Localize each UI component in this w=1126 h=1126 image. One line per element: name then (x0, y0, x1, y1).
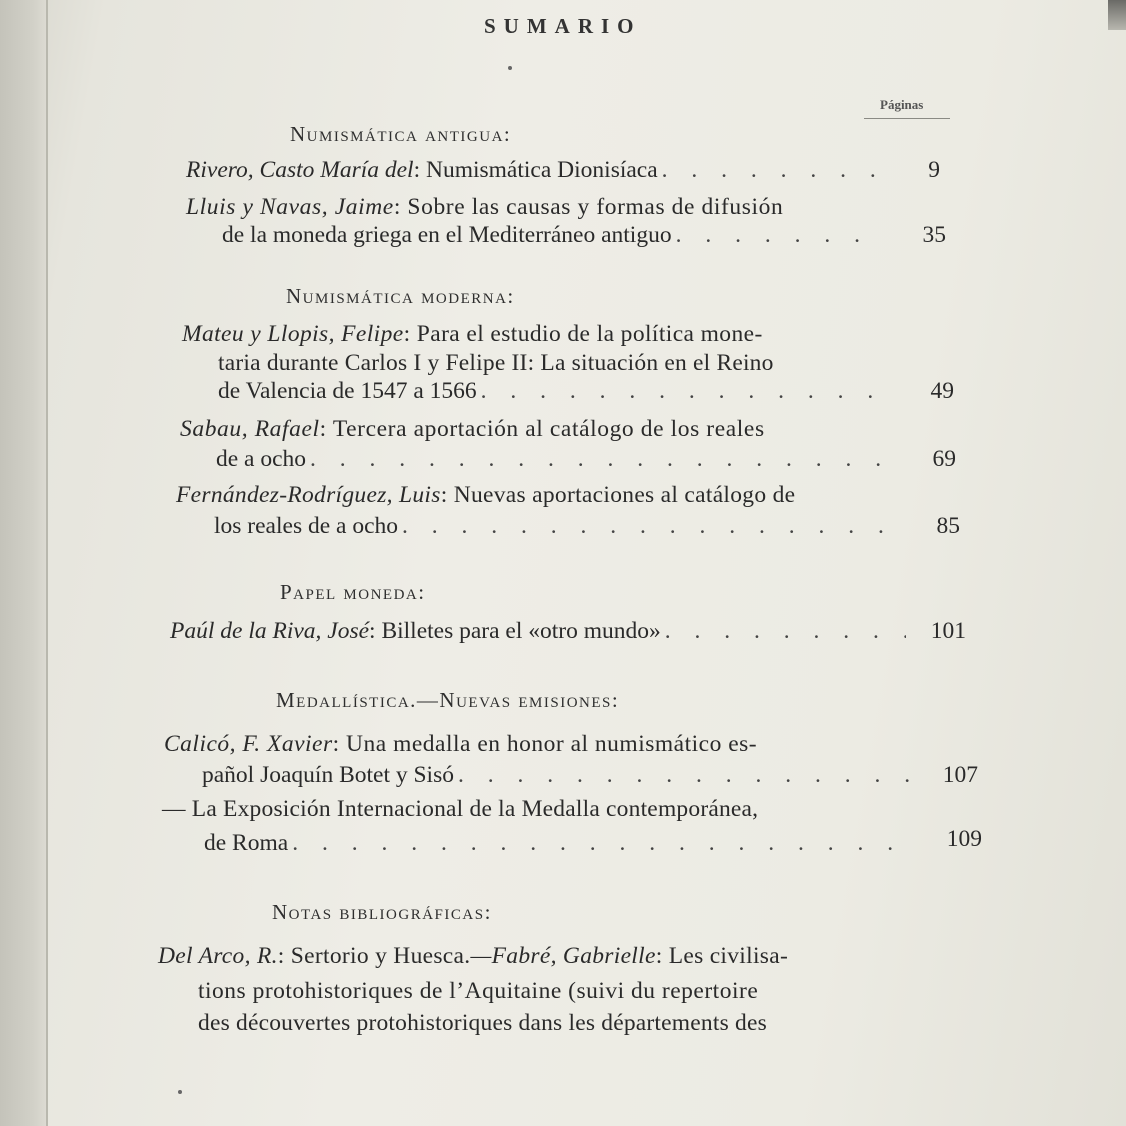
corner-shadow (1108, 0, 1126, 30)
entry-title: pañol Joaquín Botet y Sisó (202, 762, 454, 788)
entry-author: Sabau, Rafael (180, 416, 320, 442)
entry-title: : Sertorio y Huesca. (277, 943, 471, 969)
section-heading: Numismática antigua: (290, 122, 512, 146)
section-heading: Medallística.—Nuevas emisiones: (276, 688, 620, 712)
entry-page-number: 49 (930, 378, 954, 404)
paginas-label: Páginas (880, 97, 924, 112)
entry-author: Rivero, Casto María del (186, 157, 414, 183)
entry-page-number: 107 (942, 762, 978, 788)
toc-entry-continuation: taria durante Carlos I y Felipe II: La situación en el Reino (218, 350, 774, 376)
toc-entry-continuation (202, 762, 914, 789)
entry-title: : Numismática Dionisíaca (413, 157, 658, 183)
toc-entry (180, 416, 765, 443)
entry-author: Del Arco, R. (158, 943, 278, 969)
entry-title: : Para el estudio de la política mone- (403, 321, 763, 347)
toc-entry (158, 943, 788, 970)
toc-entry-continuation (222, 222, 886, 249)
page-edge (46, 0, 48, 1126)
entry-title: : Les civilisa- (655, 943, 789, 969)
entry-title: : Billetes para el «otro mundo» (369, 618, 661, 644)
entry-title: La Exposición Internacional de la Medalla contemporánea, (191, 796, 759, 822)
toc-entry (186, 194, 783, 221)
section-heading: Notas bibliográficas: (272, 900, 492, 924)
entry-page-number: 101 (930, 618, 966, 644)
leader-dots (676, 222, 882, 249)
leader-dots (310, 446, 888, 473)
entry-title: de la moneda griega en el Mediterráneo antiguo (222, 222, 672, 248)
leader-dots (662, 157, 882, 184)
toc-entry (162, 796, 758, 823)
toc-entry-continuation (204, 830, 916, 857)
entry-title: : Sobre las causas y formas de difusión (393, 194, 784, 220)
toc-entry-continuation: des découvertes protohistoriques dans les départements des (198, 1010, 767, 1036)
entry-page-number: 109 (946, 826, 982, 852)
entry-author: Mateu y Llopis, Felipe (182, 321, 404, 347)
entry-dash: — (162, 796, 186, 822)
entry-page-number: 35 (922, 222, 946, 248)
entry-title: : Tercera aportación al catálogo de los reales (319, 416, 765, 442)
entry-title: de Valencia de 1547 a 1566 (218, 378, 477, 404)
entry-page-number: 85 (936, 513, 960, 539)
toc-entry-continuation (214, 513, 896, 540)
entry-title: de a ocho (216, 446, 307, 472)
paginas-rule (864, 118, 950, 119)
entry-author: Calicó, F. Xavier (164, 731, 333, 757)
ink-speck (178, 1090, 182, 1094)
toc-entry (170, 618, 910, 645)
toc-entry-continuation (216, 446, 892, 473)
entry-author: Fernández-Rodríguez, Luis (176, 482, 441, 508)
toc-entry (182, 321, 763, 348)
leader-dots (292, 830, 912, 857)
page-title: SUMARIO (484, 14, 642, 38)
section-heading: Papel moneda: (280, 580, 426, 604)
ink-speck (508, 66, 512, 70)
entry-page-number: 9 (928, 157, 940, 183)
section-heading: Numismática moderna: (286, 284, 515, 308)
leader-dots (665, 618, 906, 645)
book-spine-shadow (0, 0, 48, 1126)
entry-title: de Roma (204, 830, 289, 856)
toc-entry (164, 731, 757, 758)
toc-entry (186, 157, 886, 184)
toc-entry (176, 482, 795, 509)
entry-author: —Fabré, Gabrielle (470, 943, 656, 969)
entry-title: : Una medalla en honor al numismático es- (332, 731, 758, 757)
entry-title: los reales de a ocho (214, 513, 399, 539)
leader-dots (458, 762, 910, 789)
entry-author: Paúl de la Riva, José (170, 618, 370, 644)
toc-entry-continuation: tions protohistoriques de l’Aquitaine (suivi du repertoire (198, 978, 759, 1004)
leader-dots (402, 513, 892, 540)
entry-page-number: 69 (932, 446, 956, 472)
entry-title: : Nuevas aportaciones al catálogo de (440, 482, 796, 508)
toc-entry-continuation (218, 378, 888, 405)
entry-author: Lluis y Navas, Jaime (186, 194, 394, 220)
leader-dots (481, 378, 884, 405)
